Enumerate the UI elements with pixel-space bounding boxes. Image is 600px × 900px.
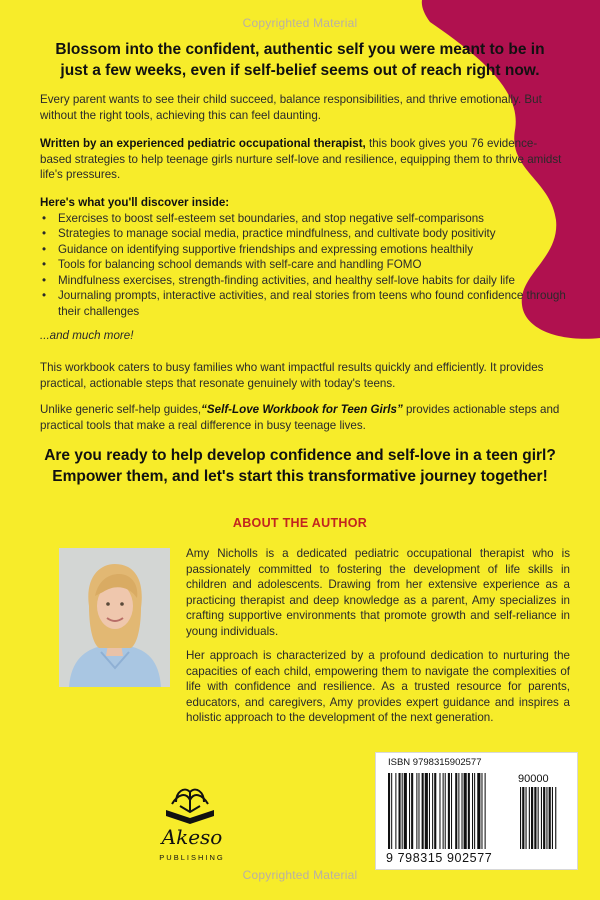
about-author-heading: ABOUT THE AUTHOR bbox=[232, 516, 368, 530]
intro-paragraph: Every parent wants to see their child succeed, balance responsibilities, and thrive emotionally. But without the right tools, achieving this can feel daunting. bbox=[40, 93, 542, 122]
barcode-addon-bar bbox=[543, 787, 545, 849]
author-photo bbox=[59, 548, 170, 687]
barcode-panel bbox=[375, 752, 578, 870]
barcode-bar bbox=[451, 773, 452, 849]
publisher-sub: PUBLISHING bbox=[159, 853, 225, 862]
caters-paragraph: This workbook caters to busy families who want impactful results quickly and efficiently. It provides practical, actionable steps that resonate genuinely with today's teens. bbox=[40, 361, 544, 390]
written-by-bold: Written by an experienced pediatric occupational therapist, bbox=[40, 137, 366, 150]
unlike-pre: Unlike generic self-help guides, bbox=[40, 403, 202, 416]
barcode-bar bbox=[399, 773, 401, 849]
barcode-bar bbox=[485, 773, 486, 849]
barcode-addon-bar bbox=[538, 787, 539, 849]
publisher-name: Akeso bbox=[161, 825, 223, 849]
list-item: • Guidance on identifying supportive friendships and expressing emotions healthily bbox=[40, 242, 566, 258]
book-title-quote: “Self-Love Workbook for Teen Girls” bbox=[201, 403, 403, 416]
barcode-bar bbox=[448, 773, 450, 849]
barcode-bar bbox=[409, 773, 410, 849]
publisher-logo bbox=[140, 782, 240, 868]
isbn-label: ISBN 9798315902577 bbox=[388, 757, 482, 768]
author-bio-2: Her approach is characterized by a profound dedication to nurturing the capacities of each child, empowering them to navigate the complexities of life with confidence and resilience. As a trusted resource for parents, educators, and caregivers, Amy provides expert guidance and inspires a holistic approach to the development of the next generation. bbox=[186, 649, 570, 724]
barcode-addon-bar bbox=[552, 787, 553, 849]
unlike-paragraph bbox=[40, 402, 566, 433]
copyright-watermark-top: Copyrighted Material bbox=[242, 16, 358, 30]
barcode-bar bbox=[468, 773, 470, 849]
written-by-rest: this book gives you 76 evidence-based strategies to help teenage girls nurture self-love and resilience, equipping them to thrive amidst life's pressures. bbox=[40, 137, 562, 181]
barcode-addon-bar bbox=[541, 787, 542, 849]
unlike-post: provides actionable steps and practical tools that make a real difference in busy teenage lives. bbox=[40, 403, 560, 432]
barcode-bar bbox=[391, 773, 392, 849]
barcode-addon-bar bbox=[531, 787, 533, 849]
barcode-bar bbox=[481, 773, 482, 849]
barcode-bar bbox=[434, 773, 436, 849]
barcode-addon-bar bbox=[526, 787, 527, 849]
barcode-addon-bar bbox=[549, 787, 551, 849]
barcode-bar bbox=[477, 773, 480, 849]
copyright-watermark-bottom: Copyrighted Material bbox=[242, 868, 358, 882]
barcode-bar bbox=[416, 773, 417, 849]
discover-heading: Here's what you'll discover inside: bbox=[40, 196, 230, 209]
barcode-bar bbox=[388, 773, 390, 849]
barcode-addon-bar bbox=[529, 787, 530, 849]
barcode-bar bbox=[458, 773, 459, 849]
barcode-bar bbox=[422, 773, 424, 849]
barcode-bar bbox=[402, 773, 403, 849]
barcode-bar bbox=[404, 773, 407, 849]
barcode-bar bbox=[443, 773, 444, 849]
barcode-bar bbox=[395, 773, 396, 849]
list-item: • Mindfulness exercises, strength-finding activities, and healthy self-love habits for daily life bbox=[40, 273, 566, 289]
barcode-addon-bar bbox=[520, 787, 521, 849]
list-item: • Exercises to boost self-esteem set boundaries, and stop negative self-comparisons bbox=[40, 211, 566, 227]
barcode-bar bbox=[455, 773, 457, 849]
headline-cta: Are you ready to help develop confidence and self-love in a teen girl? Empower them, and let's start this transformative journey together! bbox=[44, 447, 556, 485]
barcode-addon-bar bbox=[555, 787, 556, 849]
headline-top: Blossom into the confident, authentic self you were meant to be in just a few weeks, even if self-belief seems out of reach right now. bbox=[55, 41, 545, 79]
barcode-addon-bar bbox=[534, 787, 536, 849]
barcode-bar bbox=[445, 773, 446, 849]
barcode-bar bbox=[411, 773, 413, 849]
barcode-digits: 9 798315 902577 bbox=[386, 851, 493, 865]
barcode-bar bbox=[474, 773, 475, 849]
list-item: • Tools for balancing school demands with self-care and handling FOMO bbox=[40, 257, 566, 273]
and-more-text: ...and much more! bbox=[40, 329, 134, 342]
price-code: 90000 bbox=[518, 773, 549, 785]
book-tree-icon bbox=[166, 790, 214, 824]
barcode-bar bbox=[418, 773, 419, 849]
written-by-paragraph bbox=[40, 136, 566, 183]
barcode-bar bbox=[462, 773, 463, 849]
barcode-bar bbox=[439, 773, 440, 849]
barcode-bar bbox=[425, 773, 428, 849]
barcode-bar bbox=[429, 773, 430, 849]
list-item: • Strategies to manage social media, practice mindfulness, and cultivate body positivity bbox=[40, 226, 566, 242]
author-bio-1: Amy Nicholls is a dedicated pediatric occupational therapist who is passionately committed to fostering the development of life skills in children and adolescents. Drawing from her extensive experience as a practicing therapist and deep knowledge as a parent, Amy specializes in crafting supportive environments that promote growth and self-reliance in young individuals. bbox=[186, 547, 570, 638]
barcode-bar bbox=[472, 773, 473, 849]
barcode-addon-bar bbox=[522, 787, 524, 849]
discover-section bbox=[40, 195, 566, 319]
list-item: • Journaling prompts, interactive activities, and real stories from teens who found confidence through their challenges bbox=[40, 288, 566, 319]
barcode-bar bbox=[432, 773, 433, 849]
discover-list bbox=[40, 211, 566, 320]
barcode-addon-bar bbox=[546, 787, 547, 849]
barcode-bar bbox=[464, 773, 467, 849]
